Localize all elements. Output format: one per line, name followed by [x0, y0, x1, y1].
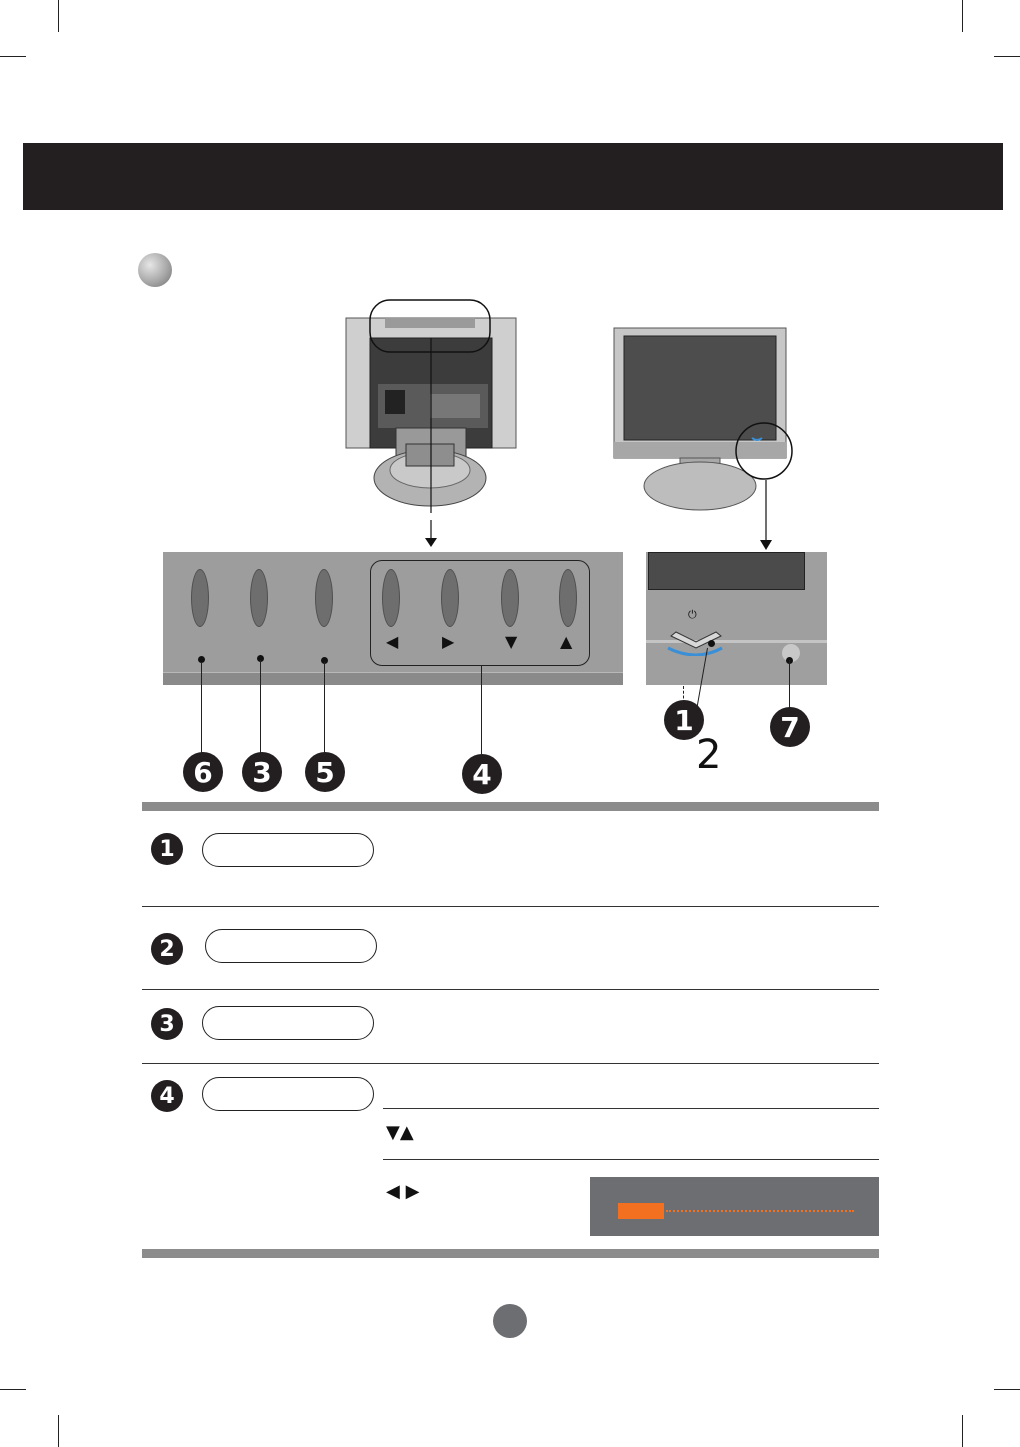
callout-number: 6	[183, 752, 223, 792]
table-top-rule	[142, 802, 879, 811]
button-label-pill	[202, 833, 374, 867]
button-label-pill	[202, 1077, 374, 1111]
callout-number: 2	[696, 732, 722, 778]
up-button[interactable]	[559, 569, 577, 627]
callout-number: 4	[462, 754, 502, 794]
monitor-front-illustration	[612, 326, 812, 516]
crop-mark	[58, 1415, 59, 1447]
crop-mark	[962, 1415, 963, 1447]
left-right-arrows-icon: ◀ ▶	[386, 1181, 420, 1202]
row-number: 4	[151, 1080, 183, 1112]
table-bottom-rule	[142, 1249, 879, 1258]
button-label-pill	[205, 929, 377, 963]
row-divider	[142, 1063, 879, 1064]
callout-number: 5	[305, 752, 345, 792]
osd-level-fill	[618, 1203, 664, 1219]
row-divider	[142, 989, 879, 990]
leader-line	[481, 665, 482, 754]
row-number: 3	[151, 1008, 183, 1040]
control-panel	[163, 552, 623, 685]
leader-line	[201, 662, 202, 754]
page-header-bar	[23, 143, 1003, 210]
page-number-badge	[493, 1304, 527, 1338]
osd-level-bar	[590, 1177, 879, 1236]
up-arrow-icon: ▲	[560, 632, 573, 651]
panel-button[interactable]	[315, 569, 333, 627]
leader-line	[324, 662, 325, 754]
monitor-back-illustration	[340, 298, 530, 513]
left-button[interactable]	[382, 569, 400, 627]
left-arrow-icon: ◀	[386, 632, 399, 651]
row-number: 1	[151, 833, 183, 865]
right-button[interactable]	[441, 569, 459, 627]
crop-mark	[994, 56, 1020, 57]
crop-mark	[0, 56, 26, 57]
down-up-arrows-icon: ▼▲	[386, 1122, 414, 1143]
navigation-button-group	[370, 560, 590, 666]
sphere-bullet-icon	[138, 253, 172, 287]
panel-button[interactable]	[191, 569, 209, 627]
leader-line	[260, 660, 261, 754]
row-divider	[383, 1159, 879, 1160]
right-arrow-icon: ▶	[442, 632, 455, 651]
svg-text:⏻: ⏻	[688, 608, 697, 621]
crop-mark	[994, 1389, 1020, 1390]
callout-dot	[708, 640, 715, 647]
callout-number: 1	[664, 700, 704, 740]
panel-bottom-edge	[163, 672, 623, 685]
crop-mark	[962, 0, 963, 32]
callout-number: 7	[770, 707, 810, 747]
button-label-pill	[202, 1006, 374, 1040]
osd-level-track	[666, 1210, 854, 1212]
crop-mark	[58, 0, 59, 32]
down-button[interactable]	[501, 569, 519, 627]
arrow-down-icon	[424, 520, 438, 548]
row-number: 2	[151, 933, 183, 965]
crop-mark	[0, 1389, 26, 1390]
front-detail-panel	[646, 552, 827, 685]
callout-number: 3	[242, 752, 282, 792]
arrow-down-icon	[759, 480, 773, 552]
row-divider	[383, 1108, 879, 1109]
screen-edge	[648, 552, 805, 590]
panel-button[interactable]	[250, 569, 268, 627]
down-arrow-icon: ▼	[505, 632, 518, 651]
row-divider	[142, 906, 879, 907]
leader-line	[789, 660, 790, 708]
